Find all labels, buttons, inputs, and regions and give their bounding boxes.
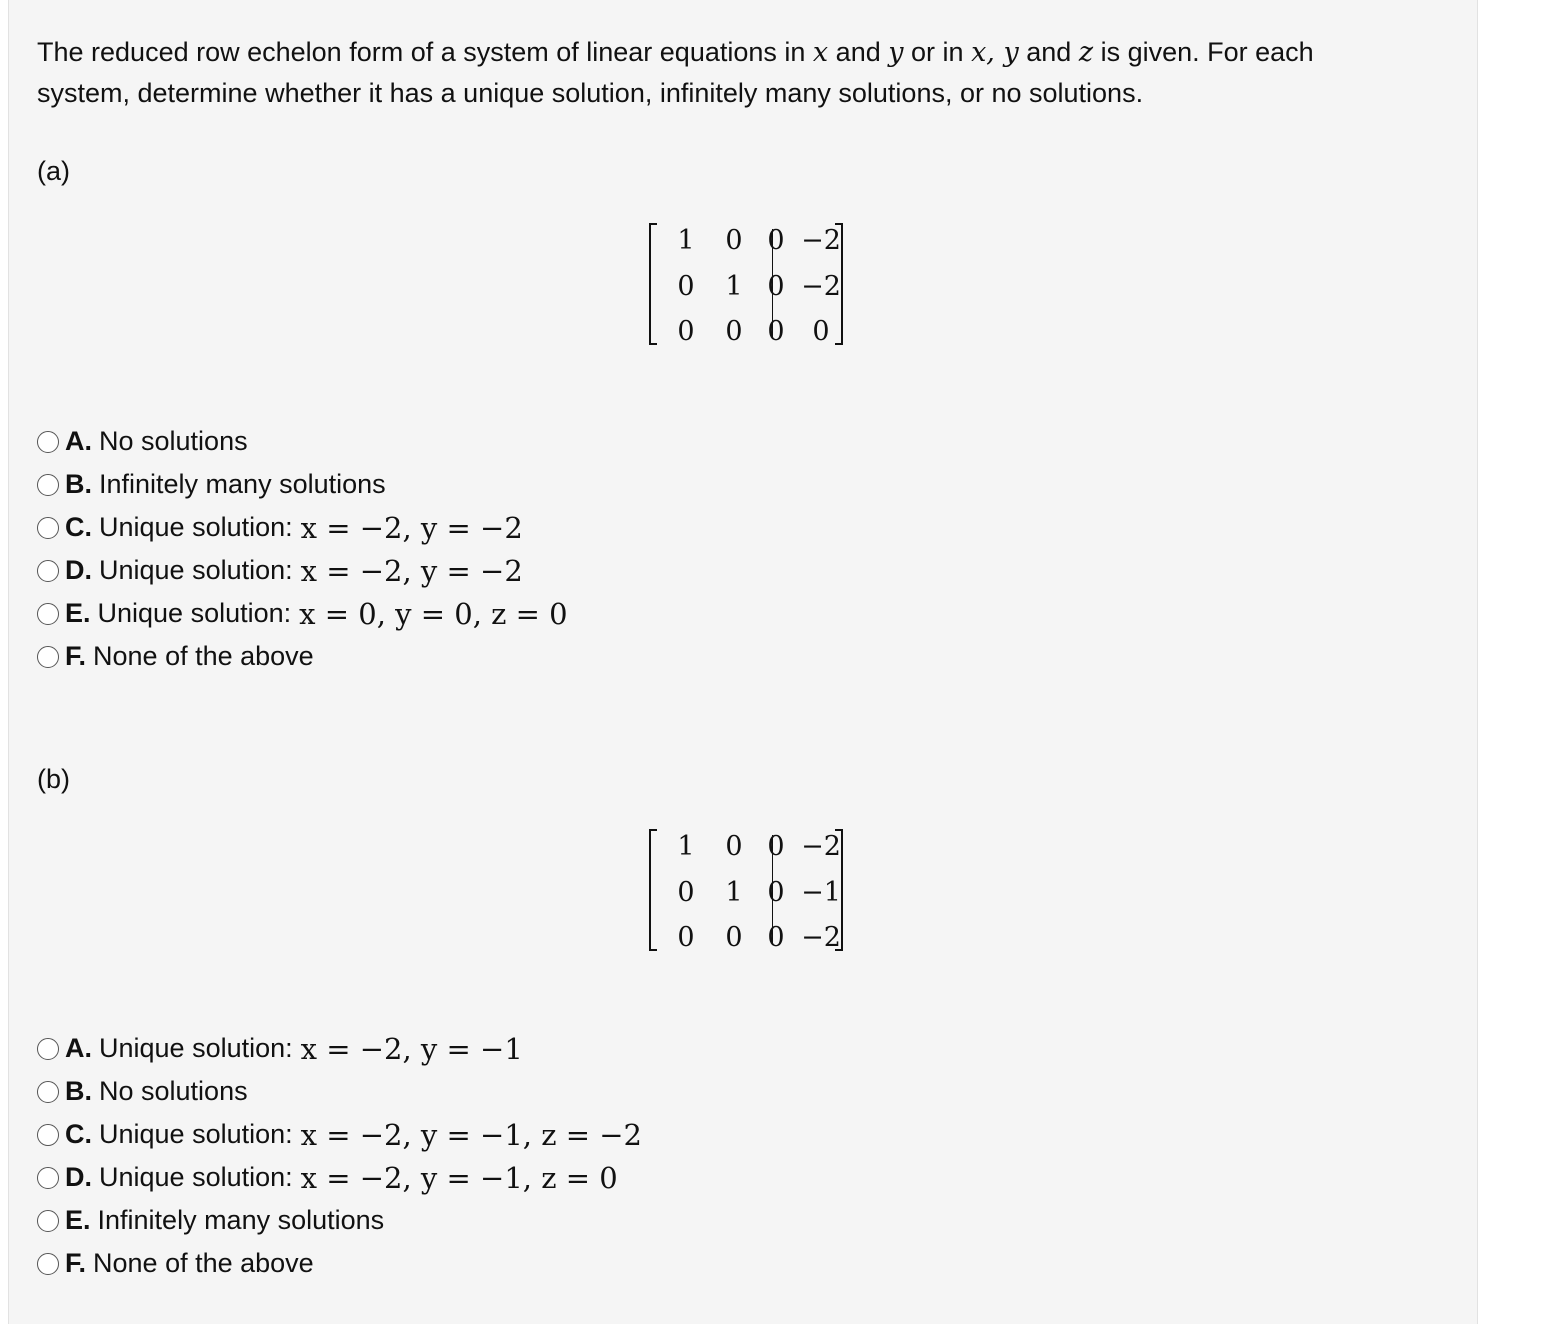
option-text: Infinitely many solutions (97, 1205, 385, 1235)
radio-button[interactable] (37, 474, 59, 496)
answer-option-a[interactable] (37, 1027, 642, 1070)
matrix-entry: −2 (801, 831, 841, 862)
option-text: Unique solution: (99, 555, 293, 585)
matrix-entry: 0 (767, 316, 785, 347)
matrix-entry: 1 (677, 225, 695, 256)
question-panel (8, 0, 1478, 1324)
answer-option-b[interactable] (37, 1070, 642, 1113)
matrix-entry: 0 (767, 271, 785, 302)
radio-button[interactable] (37, 1210, 59, 1232)
answer-option-d[interactable] (37, 1156, 642, 1199)
option-letter: F. (65, 641, 87, 671)
option-letter: E. (65, 1205, 91, 1235)
matrix-entry: 0 (767, 225, 785, 256)
matrix-entry: −1 (801, 877, 841, 908)
var-x: x (812, 37, 829, 68)
matrix-left-bracket (649, 223, 657, 345)
matrix-entry: 0 (677, 271, 695, 302)
answer-option-e[interactable] (37, 1199, 642, 1242)
option-math: x = −2, y = −1 (300, 1031, 523, 1066)
option-letter: F. (65, 1248, 87, 1278)
answer-option-c[interactable] (37, 506, 568, 549)
answer-option-b[interactable] (37, 463, 568, 506)
matrix-entry: 0 (725, 316, 743, 347)
option-text: Infinitely many solutions (99, 469, 386, 499)
option-text: None of the above (93, 641, 314, 671)
option-text: No solutions (99, 426, 248, 456)
prompt-text: and (1026, 37, 1072, 67)
answer-option-c[interactable] (37, 1113, 642, 1156)
option-math: x = −2, y = −2 (300, 553, 523, 588)
option-letter: D. (65, 1162, 92, 1192)
matrix-entry: 0 (677, 316, 695, 347)
matrix-left-bracket (649, 829, 657, 951)
matrix-entry: 0 (677, 877, 695, 908)
matrix-entry: 1 (677, 831, 695, 862)
var-xy: x, y (971, 37, 1019, 68)
radio-button[interactable] (37, 431, 59, 453)
matrix-entry: 1 (725, 877, 743, 908)
matrix-entry: 0 (767, 877, 785, 908)
prompt-text: or in (911, 37, 964, 67)
part-a-label: (a) (37, 156, 70, 186)
matrix-entry: 0 (725, 831, 743, 862)
radio-button[interactable] (37, 646, 59, 668)
matrix-entry: 0 (725, 922, 743, 953)
part-b-label: (b) (37, 764, 70, 794)
radio-button[interactable] (37, 1167, 59, 1189)
option-text: Unique solution: (99, 512, 293, 542)
matrix-entry: 0 (677, 922, 695, 953)
prompt-text: is given. For each (1100, 37, 1314, 67)
option-letter: A. (65, 1033, 92, 1063)
part-a-options (37, 420, 568, 678)
matrix-entry: 0 (725, 225, 743, 256)
option-text: Unique solution: (99, 1162, 293, 1192)
option-math: x = −2, y = −1, z = 0 (300, 1160, 618, 1195)
matrix-entry: 0 (767, 831, 785, 862)
prompt-text: and (835, 37, 881, 67)
option-text: No solutions (99, 1076, 248, 1106)
answer-option-f[interactable] (37, 1242, 642, 1285)
option-text: None of the above (93, 1248, 314, 1278)
matrix-entry: −2 (801, 922, 841, 953)
matrix-entry: −2 (801, 271, 841, 302)
option-letter: E. (65, 598, 91, 628)
radio-button[interactable] (37, 1038, 59, 1060)
radio-button[interactable] (37, 517, 59, 539)
prompt-line-2: system, determine whether it has a unique solution, infinitely many solutions, or no solutions. (37, 78, 1144, 108)
option-math: x = −2, y = −2 (300, 510, 523, 545)
option-letter: C. (65, 1119, 92, 1149)
option-math: x = 0, y = 0, z = 0 (299, 596, 568, 631)
option-text: Unique solution: (99, 1119, 293, 1149)
var-z: z (1078, 37, 1094, 68)
option-letter: C. (65, 512, 92, 542)
matrix-entry: 1 (725, 271, 743, 302)
matrix-entry: −2 (801, 225, 841, 256)
radio-button[interactable] (37, 1253, 59, 1275)
answer-option-a[interactable] (37, 420, 568, 463)
part-b-options (37, 1027, 642, 1285)
part-a-augmented-matrix (649, 223, 849, 347)
radio-button[interactable] (37, 1124, 59, 1146)
answer-option-f[interactable] (37, 635, 568, 678)
radio-button[interactable] (37, 603, 59, 625)
option-text: Unique solution: (97, 598, 292, 628)
question-prompt (37, 32, 1437, 113)
answer-option-d[interactable] (37, 549, 568, 592)
radio-button[interactable] (37, 560, 59, 582)
option-math: x = −2, y = −1, z = −2 (300, 1117, 642, 1152)
answer-option-e[interactable] (37, 592, 568, 635)
matrix-entry: 0 (812, 316, 830, 347)
option-letter: D. (65, 555, 92, 585)
option-letter: A. (65, 426, 92, 456)
matrix-entry: 0 (767, 922, 785, 953)
part-b-augmented-matrix (649, 829, 849, 953)
var-y: y (888, 37, 904, 68)
radio-button[interactable] (37, 1081, 59, 1103)
prompt-text: The reduced row echelon form of a system of linear equations in (37, 37, 806, 67)
option-letter: B. (65, 1076, 92, 1106)
option-text: Unique solution: (99, 1033, 293, 1063)
option-letter: B. (65, 469, 92, 499)
prompt-line-1 (37, 32, 1437, 73)
